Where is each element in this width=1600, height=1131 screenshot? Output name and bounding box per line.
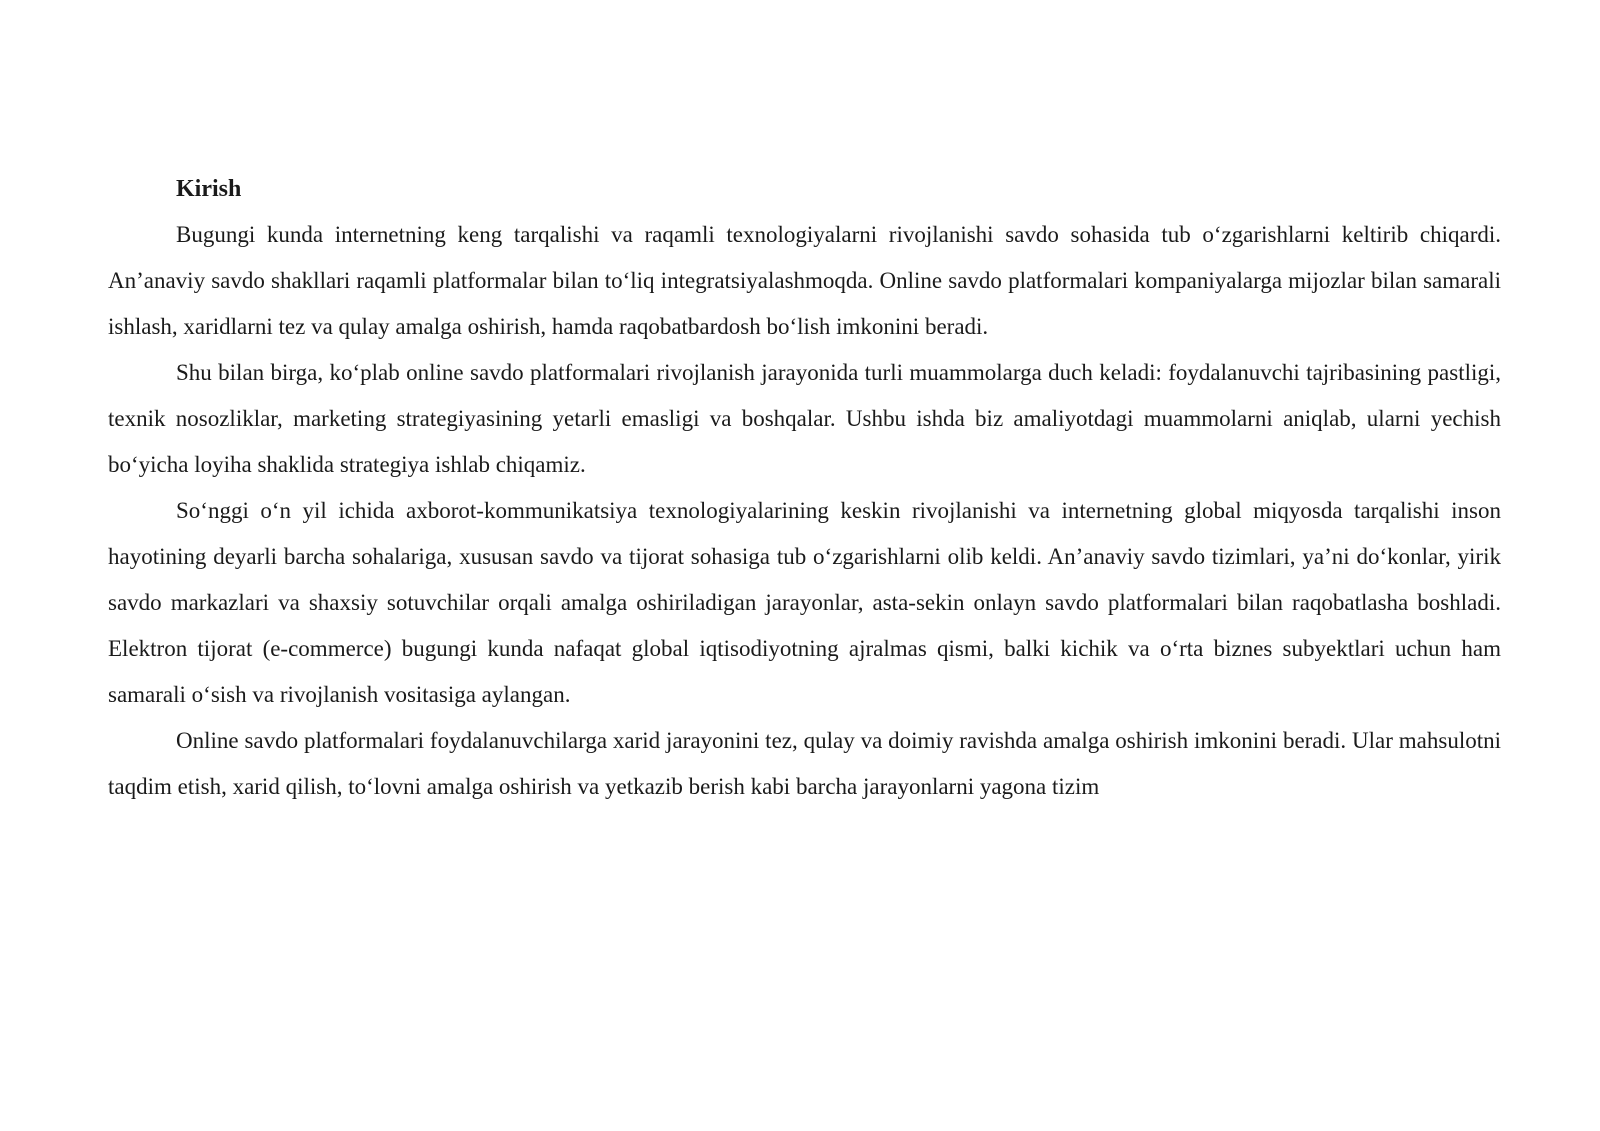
section-heading: Kirish [176,176,242,202]
paragraph-3: So‘nggi o‘n yil ichida axborot-kommunikatsiya texnologiyalarining keskin rivojlanishi va internetning global miqyosda tarqalishi inson hayotining deyarli barcha sohalariga, xususan savdo va tijorat sohasiga tub o‘zgarishlarni olib keldi. An’anaviy savdo tizimlari, ya’ni do‘konlar, yirik savdo markazlari va shaxsiy sotuvchilar orqali amalga oshiriladigan jarayonlar, asta-sekin onlayn savdo platformalari bilan raqobatlasha boshladi. Elektron tijorat (e-commerce) bugungi kunda nafaqat global iqtisodiyotning ajralmas qismi, balki kichik va o‘rta biznes subyektlari uchun ham samarali o‘sish va rivojlanish vositasiga aylangan. [108,498,1501,707]
document-page [108,166,1501,810]
paragraph-1: Bugungi kunda internetning keng tarqalishi va raqamli texnologiyalarni rivojlanishi savdo sohasida tub o‘zgarishlarni keltirib chiqardi. An’anaviy savdo shakllari raqamli platformalar bilan to‘liq integratsiyalashmoqda. Online savdo platformalari kompaniyalarga mijozlar bilan samarali ishlash, xaridlarni tez va qulay amalga oshirish, hamda raqobatbardosh bo‘lish imkonini beradi. [108,222,1501,339]
paragraph-2: Shu bilan birga, ko‘plab online savdo platformalari rivojlanish jarayonida turli muammolarga duch keladi: foydalanuvchi tajribasining pastligi, texnik nosozliklar, marketing strategiyasining yetarli emasligi va boshqalar. Ushbu ishda biz amaliyotdagi muammolarni aniqlab, ularni yechish bo‘yicha loyiha shaklida strategiya ishlab chiqamiz. [108,360,1501,477]
paragraph-4: Online savdo platformalari foydalanuvchilarga xarid jarayonini tez, qulay va doimiy ravishda amalga oshirish imkonini beradi. Ular mahsulotni taqdim etish, xarid qilish, to‘lovni amalga oshirish va yetkazib berish kabi barcha jarayonlarni yagona tizim [108,728,1501,799]
